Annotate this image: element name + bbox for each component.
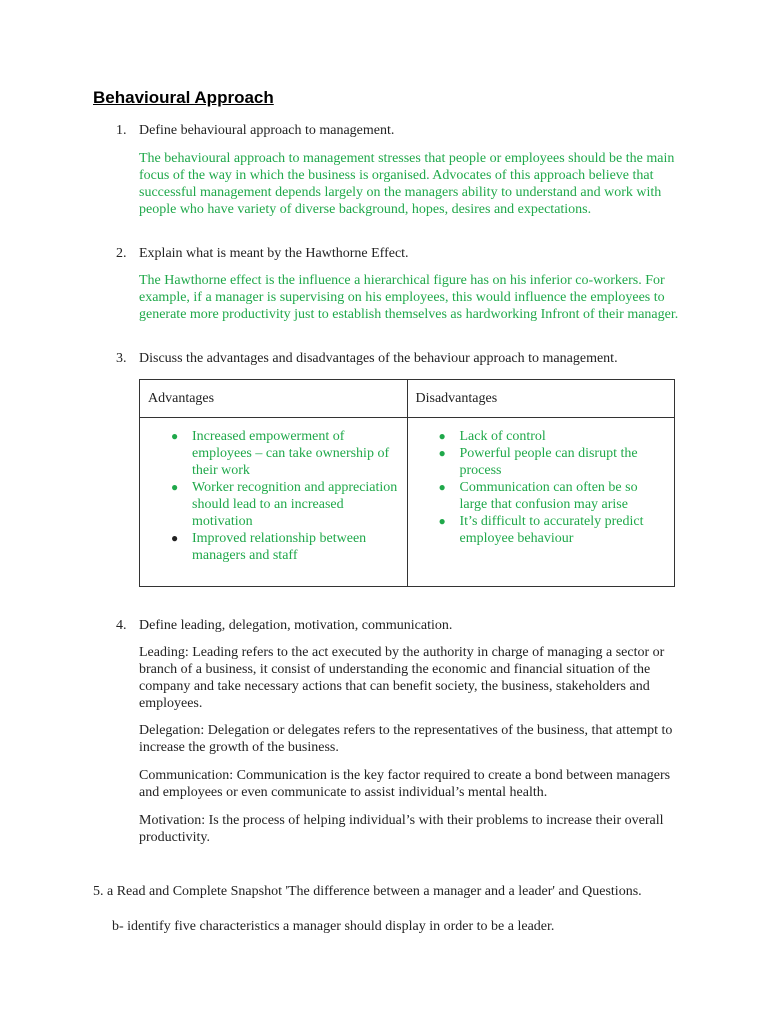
definition-communication: Communication: Communication is the key factor required to create a bond between managers and employees or even communicate to assist individual’s mental health. — [139, 768, 671, 800]
advantage-text: Improved relationship between managers and staff — [192, 531, 367, 563]
disadvantage-text: Communication can often be so large that confusion may arise — [459, 480, 638, 512]
question-number: 3. — [116, 351, 127, 366]
question-number: 2. — [116, 246, 127, 261]
definition-motivation: Motivation: Is the process of helping individual’s with their problems to increase their overall productivity. — [139, 813, 664, 845]
question-text: Explain what is meant by the Hawthorne Effect. — [139, 246, 409, 261]
disadvantages-list — [414, 428, 669, 547]
list-item — [414, 445, 669, 479]
advantage-text: Increased empowerment of employees – can take ownership of their work — [192, 429, 390, 478]
question-3 — [116, 350, 618, 367]
bullet-icon: ● — [171, 531, 179, 545]
list-item — [146, 428, 401, 479]
bullet-icon: ● — [171, 480, 179, 494]
list-item — [146, 530, 401, 564]
question-5a: 5. a Read and Complete Snapshot 'The difference between a manager and a leader' and Questions. — [93, 884, 642, 899]
definition-leading: Leading: Leading refers to the act executed by the authority in charge of managing a sector or branch of a business, it consist of understanding the economic and financial situation of the company and take necessary actions that can benefit society, the business, stakeholders and employees. — [139, 645, 665, 711]
bullet-icon: ● — [438, 429, 446, 443]
list-item — [414, 428, 669, 445]
list-item — [414, 513, 669, 547]
question-number: 1. — [116, 123, 127, 138]
answer-2: The Hawthorne effect is the influence a hierarchical figure has on his inferior co-workers. For example, if a manager is supervising on his employees, this would influence the employees to generate more productivity just to establish themselves as hardworking Infront of their manager. — [139, 273, 679, 322]
bullet-icon: ● — [438, 446, 446, 460]
bullet-icon: ● — [438, 480, 446, 494]
bullet-icon: ● — [438, 514, 446, 528]
definition-delegation: Delegation: Delegation or delegates refers to the representatives of the business, that attempt to increase the growth of the business. — [139, 723, 673, 755]
answer-1: The behavioural approach to management stresses that people or employees should be the main focus of the way in which the business is organised. Advocates of this approach believe that successful management depends largely on the managers ability to understand and work with people who have variety of diverse background, hopes, desires and expectations. — [139, 151, 675, 217]
bullet-icon: ● — [171, 429, 179, 443]
advantages-disadvantages-table — [139, 379, 675, 587]
question-number: 4. — [116, 618, 127, 633]
question-text: Discuss the advantages and disadvantages of the behaviour approach to management. — [139, 351, 618, 366]
list-item — [414, 479, 669, 513]
question-5b: b- identify five characteristics a manager should display in order to be a leader. — [112, 919, 555, 934]
disadvantage-text: It’s difficult to accurately predict employee behaviour — [459, 514, 644, 546]
list-item — [146, 479, 401, 530]
question-text: Define leading, delegation, motivation, communication. — [139, 618, 453, 633]
question-4 — [116, 617, 452, 634]
question-2 — [116, 245, 409, 262]
disadvantages-header: Disadvantages — [407, 380, 675, 418]
disadvantage-text: Lack of control — [459, 429, 546, 444]
advantages-list — [146, 428, 401, 564]
disadvantages-cell — [407, 418, 675, 587]
advantage-text: Worker recognition and appreciation should lead to an increased motivation — [192, 480, 398, 529]
advantages-cell — [140, 418, 408, 587]
page-title: Behavioural Approach — [93, 88, 274, 107]
advantages-header: Advantages — [140, 380, 408, 418]
question-1 — [116, 122, 394, 139]
disadvantage-text: Powerful people can disrupt the process — [459, 446, 638, 478]
question-text: Define behavioural approach to management. — [139, 123, 395, 138]
